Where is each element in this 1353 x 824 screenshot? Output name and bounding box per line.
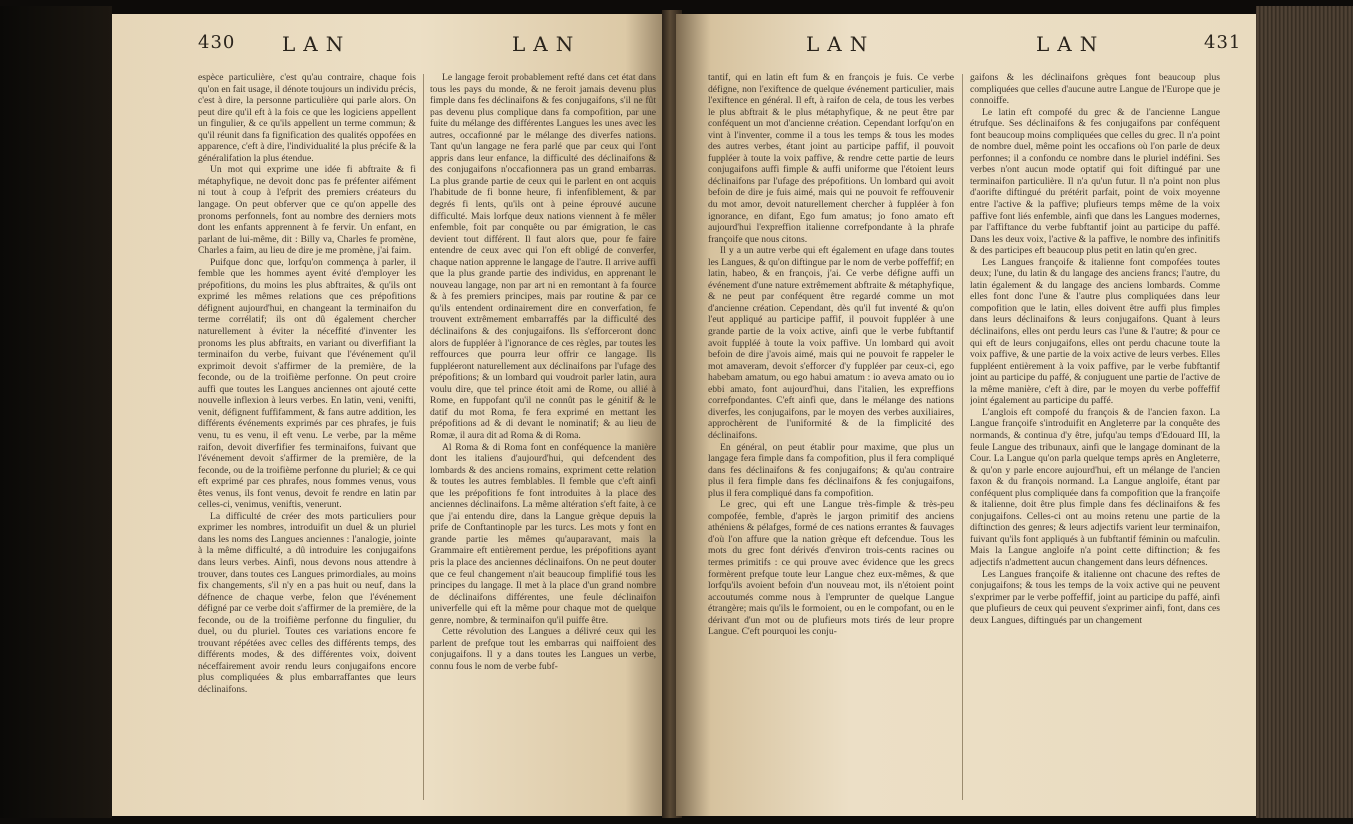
left-page-column-2 bbox=[430, 72, 656, 804]
paragraph: L'anglois eft compofé du françois & de l'ancien faxon. La Langue françoife s'introduifit en Angleterre par la conquête des normands, & continua d'y être, jufqu'au temps d'Edouard III, la feule Langue des tribunaux, ainfi que le langage dominant de la Cour. La Langue qu'on parla quelque temps après en Angleterre, & qu'on y parle encore aujourd'hui, eft un mélange de l'ancien faxon & du françois normand. La Langue angloife, étant par conféquent plus compliquée dans fa compofition que la françoife & italienne, doit être plus fimple dans fes déclinaifons & fes conjugaifons. Celles-ci ont au moins retenu une partie de la diftinction des genres; & leurs adjectifs varient leur terminaifon, fuivant qu'ils font appliqués à un fubftantif féminin ou mafculin. Mais la Langue angloife n'a point cette diftinction; & fes adjectifs n'admettent aucun changement dans leurs défnences. bbox=[970, 406, 1220, 568]
paragraph: tantif, qui en latin eft fum & en françois je fuis. Ce verbe défigne, non l'exiftence de quelque événement particulier, mais l'exiftence en général. Il eft, à raifon de cela, de tous les verbes le plus abftrait & le plus métaphyfique, & ne peut être par conféquent un mot d'ancienne création. Cependant lorfqu'on en vint à l'inventer, comme il a tous les temps & tous les modes des autres verbes, étant joint au participe paffif, il pouvoit fuppléer à toute la voix paffive, & rendre cette partie de leurs conjugaifons auffi fimple & auffi uniforme que l'étoient leurs déclinaifons par l'ufage des prépofitions. Un lombard qui avoit befoin de dire je fuis aimé, mais qui ne pouvoit fe reffouvenir du mot amor, devoit naturellement chercher à fuppléer à fon ignorance, en difant, Ego fum amatus; jo fono amato eft aujourd'hui l'expreffion italienne correfpondante à la phrafe françoife que nous citons. bbox=[708, 72, 954, 245]
page-number-left: 430 bbox=[198, 32, 236, 53]
running-head-left-a: LAN bbox=[282, 32, 352, 56]
running-head-right-b: LAN bbox=[1036, 32, 1106, 56]
right-page bbox=[676, 14, 1256, 816]
right-page-edges bbox=[1256, 6, 1353, 818]
page-number-right: 431 bbox=[1204, 32, 1242, 53]
paragraph: espèce particulière, c'est qu'au contraire, chaque fois qu'on en fait usage, il dénote toujours un individu précis, c'est à dire, la personne particulière qui parle alors. On peut dire qu'il eft à la fois ce que les logiciens appellent un fingulier, & ce qu'ils appellent un terme commun; & qu'il réunit dans fa fignification des qualités oppofées en apparence, c'eft à dire, l'individualité la plus précife & la généralifation la plus étendue. bbox=[198, 72, 416, 164]
paragraph: Le grec, qui eft une Langue très-fimple & très-peu compofée, femble, d'après le jargon primitif des anciens athéniens & pélafges, formé de ces nations errantes & fauvages d'où l'on affure que la nation grèque eft defcendue. Tous les mots du grec font dérivés d'environ trois-cents racines ou termes primitifs : ce qui prouve avec évidence que les grecs formèrent prefque toute leur Langue chez eux-mêmes, & que lorfqu'ils avoient befoin d'un nouveau mot, ils n'étoient point accoutumés comme nous à l'emprunter de quelque Langue étrangère; mais qu'ils le formoient, ou en le compofant, ou en le dérivant d'un mot ou de plufieurs mots tirés de leur propre Langue. C'eft pourquoi les conju- bbox=[708, 499, 954, 638]
paragraph: Les Langues françoife & italienne ont chacune des reftes de conjugaifons; & tous les temps de la voix active qui ne peuvent s'exprimer par le verbe poffeffif, joint au participe du paffé, ainfi que plufieurs de ceux qui peuvent s'exprimer ainfi, font, dans ces deux Langues, diftingués par un changement bbox=[970, 568, 1220, 626]
running-head-right-a: LAN bbox=[806, 32, 876, 56]
column-rule bbox=[423, 74, 424, 800]
paragraph: Il y a un autre verbe qui eft également en ufage dans toutes les Langues, & qu'on diftingue par le nom de verbe poffeffif; en latin, habeo, & en françois, j'ai. Ce verbe défigne auffi un événement d'une nature extrêmement abftraite & métaphyfique, & ne peut par conféquent être regardé comme un mot d'ancienne création. Cependant, dès qu'il fut inventé & qu'on l'eut appliqué au participe paffif, il pouvoit fuppléer à une grande partie de la voix active, ainfi que le verbe fubftantif avoit fuppléé à toute la voix paffive. Un lombard qui avoit befoin de dire j'avois aimé, mais qui ne pouvoit fe rappeler le mot amaveram, devoit s'efforcer d'y fuppléer par ceux-ci, ego habebam amatum, ou ego habui amatum : io aveva amato ou io ebbi amato, font aujourd'hui, dans l'italien, les expreffions correfpondantes. C'eft ainfi que, dans le mélange des nations diverfes, les conjugaifons, par le moyen des verbes auxiliaires, approchèrent de l'uniformité & de la fimplicité des déclinaifons. bbox=[708, 245, 954, 441]
paragraph: Les Langues françoife & italienne font compofées toutes deux; l'une, du latin & du langage des anciens francs; l'autre, du latin également & du langage des anciens lombards. Comme elles font donc l'une & l'autre plus compliquées dans leur compofition que le latin, elles doivent être auffi plus fimples dans leurs déclinaifons & leurs conjugaifons. Quant à leurs déclinaifons, elles ont perdu leurs cas l'une & l'autre; & pour ce qui eft de leurs conjugaifons, elles ont perdu chacune toute la voix paffive, & une partie de la voix active de leurs verbes. Elles fuppléent entièrement à la voix paffive, par le verbe fubftantif joint au participe du paffé, & conjuguent une partie de l'active de la même manière, c'eft à dire, par le moyen du verbe poffeffif joint également au participe du paffé. bbox=[970, 256, 1220, 407]
right-page-column-2 bbox=[970, 72, 1220, 804]
paragraph: Le latin eft compofé du grec & de l'ancienne Langue étrufque. Ses déclinaifons & fes conjugaifons par conféquent font beaucoup moins compliquées que celles du grec. Il n'a point de nombre duel, même point les occafions où l'on parle de deux perfonnes; il a confondu ce nombre dans le pluriel indéfini. Ses verbes n'ont aucun mode optatif qui foit diftingué par une terminaifon particulière. Il n'a qu'un futur. Il n'a point non plus d'aorifte diftingué du prétérit parfait, point de voix moyenne entre l'active & la paffive; plufieurs temps même de la voix paffive font liés enfemble, ainfi que dans les Langues modernes, par l'affiftance du verbe fubftantif joint au participe du paffé. Dans les deux voix, l'active & la paffive, le nombre des infinitifs & des participes eft beaucoup plus petit en latin qu'en grec. bbox=[970, 106, 1220, 257]
left-page-column-1 bbox=[198, 72, 416, 804]
column-rule bbox=[962, 74, 963, 800]
paragraph: Le langage feroit probablement refté dans cet état dans tous les pays du monde, & ne feroit jamais devenu plus fimple dans fes déclinaifons & fes conjugaifons, s'il ne fût pas devenu plus complique dans fa compofition, par une fuite du mélange des différentes Langues les unes avec les autres, occafionné par le mélange des diverfes nations. Tant qu'un langage ne fera parlé que par ceux qui l'ont appris dans leur enfance, la difficulté des déclinaifons & des conjugaifons n'occafionnera pas un grand embarras. La plus grande partie de ceux qui le parlent en ont acquis l'habitude de fi bonne heure, fi infenfiblement, & par degrés fi lents, qu'ils ont à peine éprouvé aucune difficulté. Mais lorfque deux nations viennent à fe mêler enfemble, foit par conquête ou par émigration, le cas devient tout différent. Il faut alors que, pour fe faire entendre de ceux avec qui l'on eft obligé de converfer, chaque nation apprenne le langage de l'autre. Il arrive auffi que la plus grande partie des individus, en apprenant le nouveau langage, non par art ni en remontant à fa fource & à fes premiers principes, mais par routine & par ce qu'ils entendent ordinairement dire en converfation, fe trouvent extrêmement embarraffés par la difficulté des déclinaifons & des conjugaifons. Ils s'efforceront donc alors de fuppléer à l'ignorance de ces règles, par toutes les reffources que pourra leur offrir ce langage. Ils fuppléeront naturellement aux déclinaifons par l'ufage des prépofitions; & un lombard qui voudroit parler latin, aura voulu dire, que tel prince étoit ami de Rome, ou allié à Rome, en fuppofant qu'il ne connût pas le génitif & le datif du mot Roma, fe fera exprimé en mettant les prépofitions ad & di devant le nominatif; & au lieu de Romæ, il aura dit ad Roma & di Roma. bbox=[430, 72, 656, 441]
running-head-left-b: LAN bbox=[512, 32, 582, 56]
paragraph: En général, on peut établir pour maxime, que plus un langage fera fimple dans fa compofition, plus il fera compliqué dans fes déclinaifons & fes conjugaifons; & qu'au contraire plus il fera fimple dans fes déclinaifons & fes conjugaifons, plus il fera compliqué dans fa compofition. bbox=[708, 441, 954, 499]
left-dark-margin bbox=[0, 6, 112, 818]
paragraph: gaifons & les déclinaifons grèques font beaucoup plus compliquées que celles d'aucune autre Langue de l'Europe que je connoiffe. bbox=[970, 72, 1220, 107]
left-page bbox=[112, 14, 670, 816]
paragraph: Un mot qui exprime une idée fi abftraite & fi métaphyfique, ne devoit donc pas fe préfenter aifément ni tout à coup à l'efprit des premiers créateurs du langage. On peut obferver que ce qu'on appelle des pronoms perfonnels, font au nombre des derniers mots dont les enfants apprennent à fe fervir. Un enfant, en parlant de lui-même, dit : Billy va, Charles fe promène, Charles a faim, au lieu de dire je me promène, j'ai faim. bbox=[198, 164, 416, 257]
paragraph: La difficulté de créer des mots particuliers pour exprimer les nombres, introduifit un duel & un pluriel dans les noms des Langues anciennes : l'analogie, jointe à la même difficulté, a dû introduire les conjugaifons dans leurs verbes. Ainfi, nous devons nous attendre à trouver, dans toutes ces Langues primordiales, au moins fix changements, s'il n'y en a pas huit ou neuf, dans la défnence de chaque verbe, felon que l'événement défigné par ce verbe doit s'affirmer de la première, de la feconde, ou de la troifième perfonne du fingulier, du duel, ou du pluriel. Toutes ces variations encore fe trouvant répétées avec celles des différents temps, des différents modes, & des différentes voix, doivent néceffairement avoir rendu leurs conjugaifons encore plus compliquées & plus embarraffantes que leurs déclinaifons. bbox=[198, 510, 416, 695]
paragraph: Al Roma & di Roma font en conféquence la manière dont les italiens d'aujourd'hui, qui defcendent des lombards & des anciens romains, expriment cette relation & toutes les autres femblables. Il femble que c'eft ainfi que les prépofitions fe font introduites à la place des anciennes déclinaifons. La même altération s'eft faite, à ce que j'ai entendu dire, dans la Langue grèque depuis la prife de Conftantinople par les turcs. Les mots y font en grande partie les mêmes qu'auparavant, mais la Grammaire eft entièrement perdue, les prépofitions ayant pris la place des anciennes déclinaifons. On ne peut douter que ce feul changement n'ait beaucoup fimplifié tous les principes du langage. Il met à la place d'un grand nombre de déclinaifons différentes, une feule déclinaifon univerfelle qui eft la même pour chaque mot de quelque genre, nombre, & terminaifon qu'il puiffe être. bbox=[430, 441, 656, 626]
right-page-column-1 bbox=[708, 72, 954, 804]
paragraph: Puifque donc que, lorfqu'on commença à parler, il femble que les hommes ayent évité d'employer les prépofitions, du moins les plus abftraites, & qu'ils ont exprimé les mêmes relations que ces prépofitions défignent aujourd'hui, en changeant la terminaifon du terme corrélatif; ils ont dû également chercher naturellement à éviter la néceffité d'inventer les pronoms les plus abftraits, en variant ou diverfifiant la terminaifon du verbe, fuivant que l'événement qu'il exprimoit devoit s'affirmer de la première, de la feconde, ou de la troifième perfonne. On peut croire auffi que toutes les Langues anciennes ont ajouté cette nouvelle inflexion à leurs verbes. En latin, veni, venifti, venit, défignent fuffifamment, & fans autre addition, les différents événements exprimés par ces phrafes, je fuis venu, tu es venu, il eft venu. Le verbe, par la même raifon, devoit diverfifier fes terminaifons, fuivant que l'événement devoit s'affirmer de la première, de la feconde, ou de la troifième perfonne du pluriel; & ce qui eft exprimé par ces phrafes, nous fommes venus, vous êtes venus, ils font venus, devoit fe rendre en latin par celles-ci, venimus, veniftis, venerunt. bbox=[198, 256, 416, 511]
paragraph: Cette révolution des Langues a délivré ceux qui les parlent de prefque tout les embarras qui naiffoient des conjugaifons. Il y a dans toutes les Langues un verbe, connu fous le nom de verbe fubf- bbox=[430, 626, 656, 672]
